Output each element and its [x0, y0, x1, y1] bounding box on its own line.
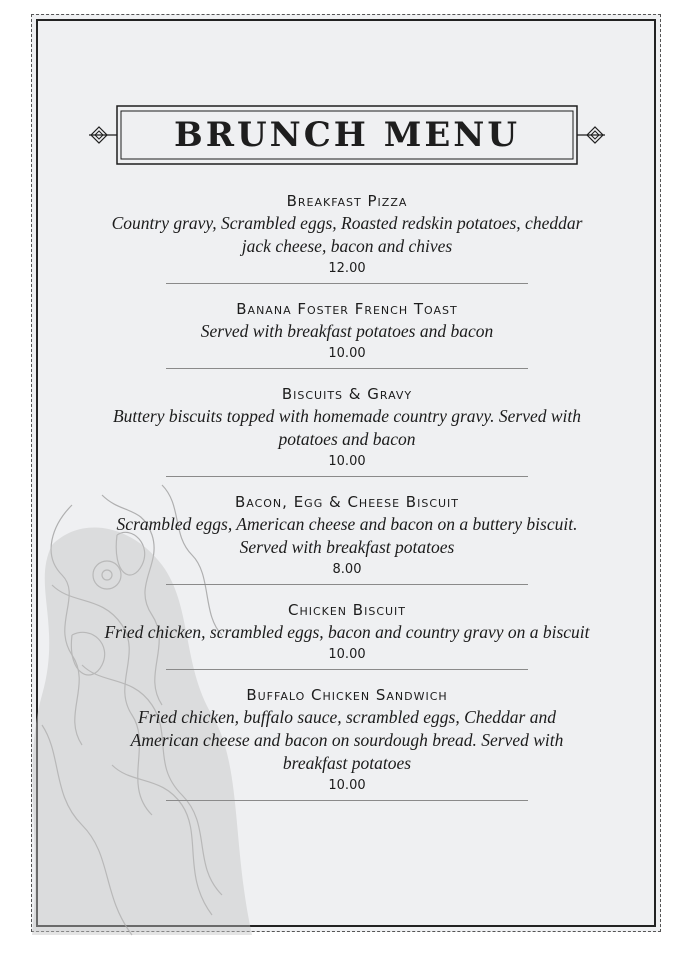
menu-item-name: Biscuits & Gravy: [281, 385, 413, 403]
menu-item-divider: [166, 800, 528, 801]
menu-item-description: Served with breakfast potatoes and bacon: [200, 321, 494, 341]
menu-item-description: Country gravy, Scrambled eggs, Roasted redskin potatoes, cheddar jack cheese, bacon and chives: [111, 213, 583, 256]
menu-item-description: Buttery biscuits topped with homemade country gravy. Served with potatoes and bacon: [112, 406, 582, 449]
menu-item: [102, 369, 592, 477]
menu-item: [102, 190, 592, 284]
menu-item-price: 10.00: [328, 454, 366, 469]
page-title: BRUNCH MENU: [173, 115, 521, 155]
menu-title-banner: [87, 103, 607, 167]
menu-item-price: 10.00: [328, 778, 366, 793]
menu-item-description: Fried chicken, scrambled eggs, bacon and country gravy on a biscuit: [104, 622, 590, 642]
menu-item-description: Fried chicken, buffalo sauce, scrambled eggs, Cheddar and American cheese and bacon on sourdough bread. Served with breakfast potatoes: [130, 707, 564, 773]
menu-item-name: Buffalo Chicken Sandwich: [246, 686, 448, 704]
menu-item-name: Breakfast Pizza: [286, 192, 408, 210]
menu-item: [102, 585, 592, 670]
menu-item-price: 10.00: [328, 647, 366, 662]
menu-item-description: Scrambled eggs, American cheese and bacon on a buttery biscuit. Served with breakfast potatoes: [116, 514, 578, 557]
menu-item: [102, 477, 592, 585]
menu-item: [102, 284, 592, 369]
menu-item-price: 12.00: [328, 261, 366, 276]
menu-item-name: Banana Foster French Toast: [236, 300, 458, 318]
menu-item-price: 10.00: [328, 346, 366, 361]
menu-item-name: Bacon, Egg & Cheese Biscuit: [234, 493, 460, 511]
menu-item-price: 8.00: [332, 562, 362, 577]
menu-item: [102, 670, 592, 801]
menu-item-name: Chicken Biscuit: [287, 601, 407, 619]
menu-item-list: [102, 190, 592, 801]
menu-page: [31, 14, 661, 932]
